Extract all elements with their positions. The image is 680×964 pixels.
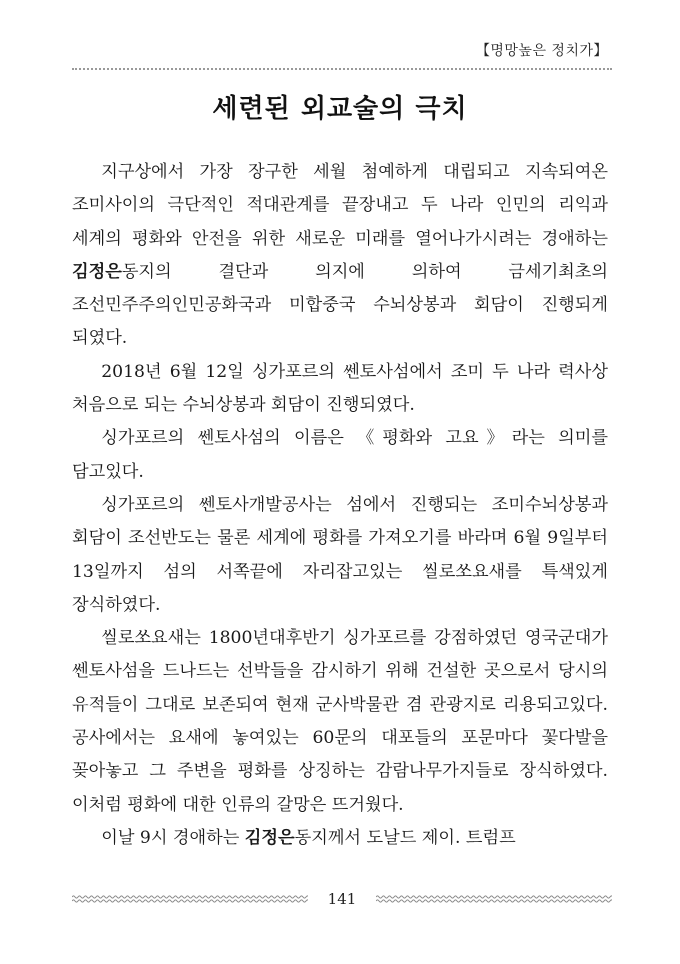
body-paragraph — [72, 422, 608, 489]
paragraph-text: 씰로쏘요새는 1800년대후반기 싱가포르를 강점하였던 영국군대가 쎈토사섬을 드나드는 선박들을 감시하기 위해 건설한 곳으로서 당시의 유적들이 그대로 보존되여 현재 군사박물관 겸 관광지로 리용되고있다. 공사에서는 요새에 놓여있는 60문의 대포들의 포문마다 꽃다발을 꽂아놓고 그 주변을 평화를 상징하는 감람나무가지들로 장식하였다. 이처럼 평화에 대한 인류의 갈망은 뜨거웠다. — [72, 628, 608, 815]
left-wave-ornament — [72, 893, 308, 905]
running-head: 【명망높은 정치가】 — [475, 43, 608, 59]
body-paragraph — [72, 356, 608, 423]
paragraph-text: 2018년 6월 12일 싱가포르의 쎈토사섬에서 조미 두 나라 력사상 처음으로 되는 수뇌상봉과 회담이 진행되였다. — [72, 361, 608, 416]
leader-name: 김정은 — [244, 827, 295, 848]
paragraph-text: 싱가포르의 쎈토사섬의 이름은 《평화와 고요》라는 의미를 담고있다. — [72, 428, 608, 482]
body-paragraph — [72, 622, 608, 822]
leader-name: 김정은 — [72, 261, 122, 282]
body-paragraph — [72, 156, 608, 356]
paragraph-text: 이날 9시 경애하는 — [101, 827, 245, 848]
article-body — [72, 156, 608, 855]
paragraph-text: 동지의 결단과 의지에 의하여 금세기최초의 조선민주주의인민공화국과 미합중국 수뇌상봉과 회담이 진행되게 되였다. — [72, 261, 608, 349]
header-divider — [72, 68, 612, 70]
paragraph-text: 싱가포르의 쎈토사개발공사는 섬에서 진행되는 조미수뇌상봉과 회담이 조선반도는 물론 세계에 평화를 가져오기를 바라며 6월 9일부터 13일까지 섬의 서쪽끝에 자리잡고있는 씰로쏘요새를 특색있게 장식하였다. — [72, 494, 608, 615]
paragraph-text: 지구상에서 가장 장구한 세월 첨예하게 대립되고 지속되여온 조미사이의 극단적인 적대관계를 끝장내고 두 나라 인민의 리익과 세계의 평화와 안전을 위한 새로운 미래를 열어나가시려는 경애하는 — [72, 162, 608, 249]
right-wave-ornament — [376, 893, 612, 905]
article-title: 세련된 외교술의 극치 — [212, 94, 468, 124]
page-number: 141 — [327, 890, 357, 908]
paragraph-text: 동지께서 도날드 제이. 트럼프 — [294, 827, 516, 848]
body-paragraph — [72, 822, 608, 855]
page-footer — [72, 888, 612, 910]
body-paragraph — [72, 489, 608, 622]
